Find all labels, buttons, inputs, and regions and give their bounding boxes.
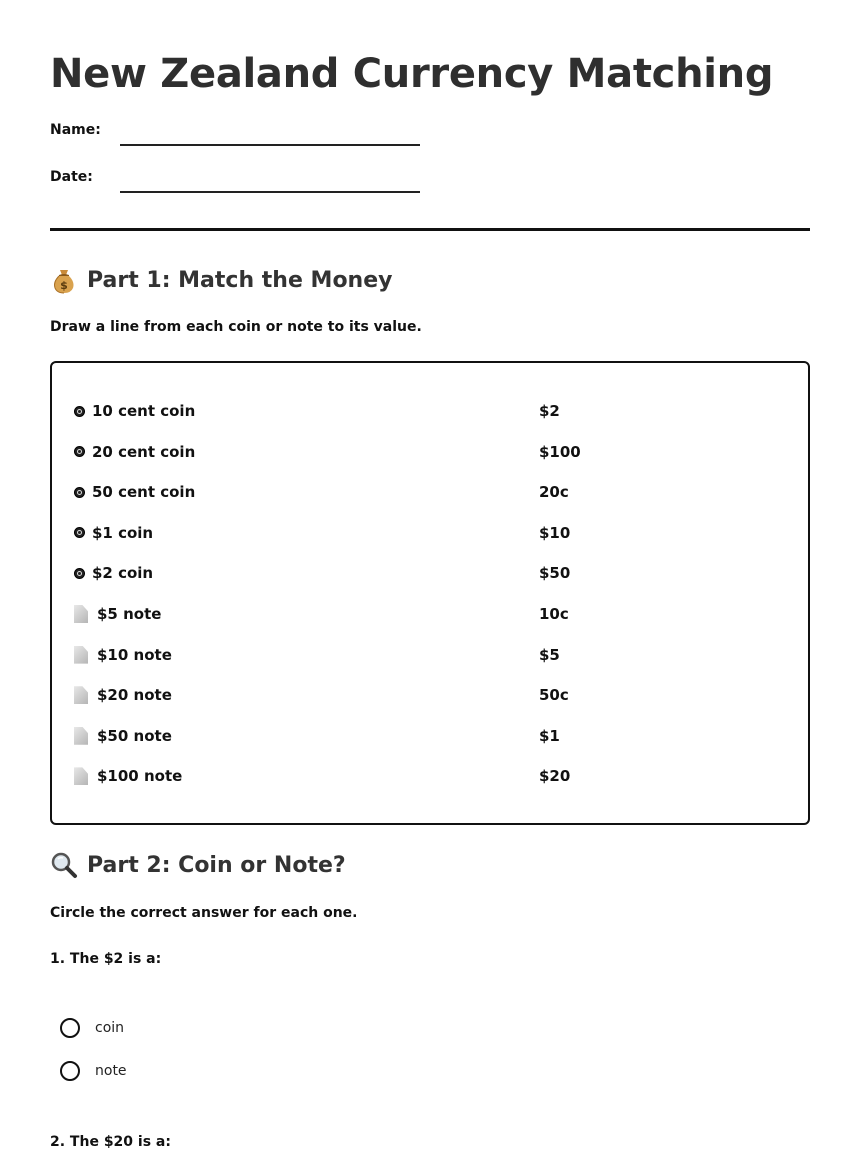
name-write-line — [120, 144, 420, 146]
page-title: New Zealand Currency Matching — [50, 51, 774, 97]
match-item-label: $10 note — [97, 645, 172, 664]
match-item[interactable] — [74, 727, 172, 745]
match-value[interactable]: $20 — [539, 767, 571, 786]
banknote-icon — [74, 767, 88, 785]
date-label: Date: — [50, 169, 93, 185]
match-item-label: $20 note — [97, 686, 172, 705]
name-label: Name: — [50, 122, 101, 138]
banknote-icon — [74, 646, 88, 664]
question-1-option-coin[interactable] — [60, 1015, 124, 1041]
part1-heading — [50, 266, 392, 294]
banknote-icon — [74, 605, 88, 623]
match-row — [74, 524, 794, 548]
banknote-icon — [74, 686, 88, 704]
match-row — [74, 646, 794, 670]
match-item-label: 20 cent coin — [92, 442, 196, 461]
match-row — [74, 767, 794, 791]
match-value[interactable]: $2 — [539, 402, 560, 420]
matching-box — [50, 361, 810, 825]
match-item[interactable] — [74, 564, 153, 582]
match-row — [74, 564, 794, 588]
match-value[interactable]: $1 — [539, 726, 560, 745]
answer-circle[interactable] — [60, 1061, 80, 1081]
match-value[interactable]: 50c — [539, 686, 569, 705]
answer-circle[interactable] — [60, 1018, 80, 1038]
question-1-option-note[interactable] — [60, 1058, 127, 1084]
match-row — [74, 727, 794, 751]
match-item[interactable] — [74, 646, 172, 664]
match-item[interactable] — [74, 443, 195, 461]
match-value[interactable]: $10 — [539, 523, 571, 542]
money-bag-icon — [50, 266, 78, 294]
match-item-label: $100 note — [97, 767, 183, 786]
match-row — [74, 402, 794, 426]
match-item[interactable] — [74, 483, 195, 501]
part1-instructions: Draw a line from each coin or note to its value. — [50, 319, 422, 335]
match-value[interactable]: $100 — [539, 442, 581, 461]
coin-icon — [74, 487, 85, 498]
match-row — [74, 483, 794, 507]
name-field — [50, 122, 430, 152]
coin-icon — [74, 406, 85, 417]
match-item-label: $5 note — [97, 605, 162, 623]
match-value[interactable]: $5 — [539, 645, 560, 664]
svg-text:$: $ — [60, 279, 68, 292]
match-row — [74, 443, 794, 467]
option-label: note — [95, 1063, 127, 1079]
match-item[interactable] — [74, 767, 182, 785]
match-value[interactable]: $50 — [539, 564, 571, 583]
match-item-label: $50 note — [97, 726, 172, 745]
part1-title: Part 1: Match the Money — [87, 267, 393, 293]
coin-icon — [74, 527, 85, 538]
match-value[interactable]: 20c — [539, 483, 569, 502]
part2-heading — [50, 851, 346, 879]
match-item-label: 10 cent coin — [92, 402, 196, 420]
header-divider — [50, 228, 810, 231]
match-item[interactable] — [74, 402, 195, 420]
match-item[interactable] — [74, 686, 172, 704]
option-label: coin — [95, 1020, 125, 1036]
match-item-label: $1 coin — [92, 523, 154, 542]
match-row — [74, 605, 794, 629]
question-1: 1. The $2 is a: — [50, 951, 162, 967]
date-write-line — [120, 191, 420, 193]
question-2: 2. The $20 is a: — [50, 1134, 171, 1150]
coin-icon — [74, 568, 85, 579]
coin-icon — [74, 446, 85, 457]
part2-instructions: Circle the correct answer for each one. — [50, 905, 358, 921]
match-item-label: $2 coin — [92, 564, 154, 583]
date-field — [50, 169, 430, 199]
match-item[interactable] — [74, 524, 153, 542]
match-row — [74, 686, 794, 710]
match-item-label: 50 cent coin — [92, 483, 196, 502]
match-item[interactable] — [74, 605, 161, 623]
banknote-icon — [74, 727, 88, 745]
magnifying-glass-icon — [50, 851, 78, 879]
part2-title: Part 2: Coin or Note? — [87, 852, 346, 878]
match-value[interactable]: 10c — [539, 605, 569, 623]
